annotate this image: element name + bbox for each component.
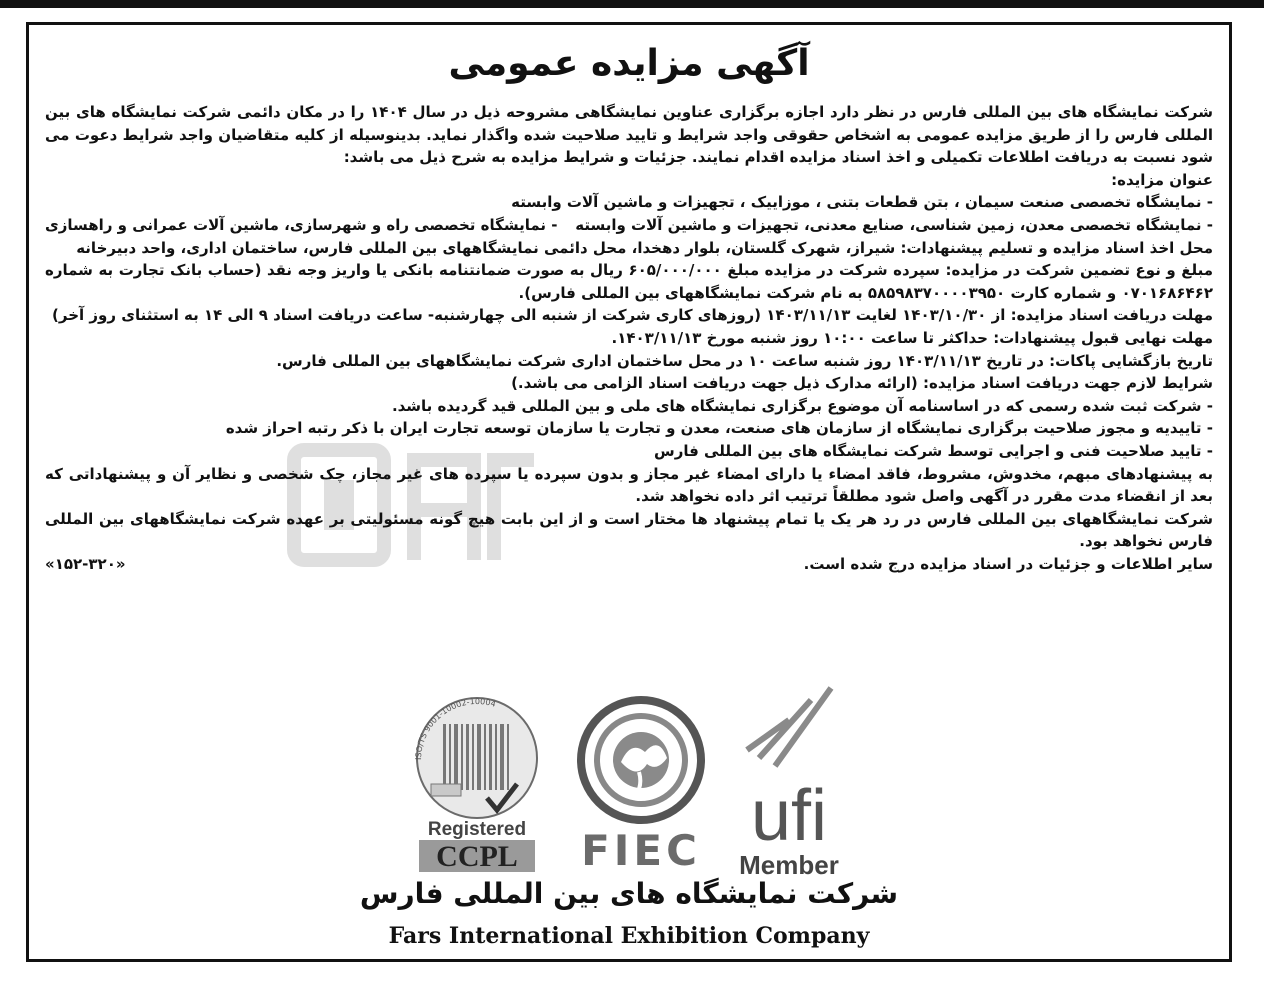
location-paragraph: محل اخذ اسناد مزایده و تسلیم پیشنهادات: شیراز، شهرک گلستان، بلوار دهخدا، محل دائمی نمایشگاههای بین المللی فارس، ساختمان اداری، واحد دبیرخانه	[76, 238, 1213, 257]
rights-paragraph: شرکت نمایشگاههای بین المللی فارس در رد هر یک یا تمام پیشنهاد ها مختار است و از این بابت هیچ گونه مسئولیتی بر عهده شرکت نمایشگاههای بین المللی فارس نخواهد بود.	[45, 509, 1213, 551]
notice-frame	[26, 22, 1232, 962]
ufi-swoosh-icon	[747, 688, 831, 766]
top-border-bar	[0, 0, 1264, 8]
offers-deadline-paragraph: مهلت نهایی قبول پیشنهادات: حداکثر تا ساعت ۱۰:۰۰ روز شنبه مورخ ۱۴۰۳/۱۱/۱۳.	[611, 328, 1213, 347]
reference-code: «۱۵۲-۳۲۰»	[45, 554, 126, 573]
ufi-text: ufi	[750, 776, 828, 856]
docs-deadline-paragraph: مهلت دریافت اسناد مزایده: از ۱۴۰۳/۱۰/۳۰ لغایت ۱۴۰۳/۱۱/۱۳ (روزهای کاری شرکت از شنبه الی چهارشنبه- ساعت دریافت اسناد ۹ الی ۱۴ به استثنای روز آخر)	[52, 306, 1213, 325]
invalid-offers-paragraph: به پیشنهادهای مبهم، مخدوش، مشروط، فاقد امضاء یا دارای امضاء غیر مجاز و بدون سپرده یا سپرده های غیر مجاز، چک شخصی و نظایر آن و پیشنهاداتی که بعد از انقضاء مدت مقرر در آگهی واصل شود مطلقاً ترتیب اثر داده نخواهد شد.	[45, 464, 1213, 506]
company-name-persian: شرکت نمایشگاه های بین المللی فارس	[359, 877, 899, 910]
registered-text: Registered	[427, 819, 527, 840]
subject-item-3: - نمایشگاه تخصصی راه و شهرسازی، ماشین آلات عمرانی و راهسازی	[45, 215, 558, 234]
other-info-text: سایر اطلاعات و جزئیات در اسناد مزایده درج شده است.	[803, 554, 1213, 573]
subject-items-row	[45, 214, 1213, 237]
fiec-logo	[569, 680, 719, 875]
closing-row	[45, 553, 1213, 576]
conditions-label: شرایط لازم جهت دریافت اسناد مزایده: (ارائه مدارک ذیل جهت دریافت اسناد الزامی می باشد.)	[511, 374, 1213, 393]
ccpl-arc-text: ISO/TS 9001-10002-10004	[413, 696, 497, 761]
condition-1: - شرکت ثبت شده رسمی که در اساسنامه آن موضوع برگزاری نمایشگاه های ملی و بین المللی قید گردیده باشد.	[391, 396, 1213, 415]
intro-paragraph: شرکت نمایشگاه های بین المللی فارس در نظر دارد اجازه برگزاری عناوین نمایشگاهی مشروحه ذیل در سال ۱۴۰۴ را در مکان دائمی شرکت نمایشگاه های بین المللی فارس را از طریق مزایده عمومی به اشخاص حقوقی واجد شرایط و تایید صلاحیت شده واگذار نماید. بدینوسیله از کلیه متقاضیان واجد شرایط دعوت می شود نسبت به دریافت اطلاعات تکمیلی و اخذ اسناد مزایده اقدام نمایند. جزئیات و شرایط مزایده به شرح ذیل می باشد:	[45, 103, 1213, 167]
subject-label: عنوان مزایده:	[1111, 170, 1213, 189]
fiec-text: FIEC	[581, 826, 701, 875]
notice-body	[45, 101, 1213, 575]
ccpl-registered-logo	[409, 680, 544, 875]
opening-paragraph: تاریخ بازگشایی پاکات: در تاریخ ۱۴۰۳/۱۱/۱۳ روز شنبه ساعت ۱۰ در محل ساختمان اداری شرکت نمایشگاههای بین المللی فارس.	[276, 351, 1213, 370]
company-name-english: Fars International Exhibition Company	[388, 923, 870, 949]
condition-2: - تاییدیه و مجوز صلاحیت برگزاری نمایشگاه از سازمان های صنعت، معدن و تجارت یا سازمان توسعه تجارت ایران با ذکر رتبه احراز شده	[225, 419, 1213, 438]
condition-3: - تایید صلاحیت فنی و اجرایی توسط شرکت نمایشگاه های بین المللی فارس	[654, 441, 1213, 460]
ufi-member-logo	[719, 680, 859, 880]
notice-title: آگهی مزایده عمومی	[448, 43, 810, 84]
logos-row	[29, 680, 1229, 880]
subject-item-1: - نمایشگاه تخصصی صنعت سیمان ، بتن قطعات بتنی ، موزاییک ، تجهیزات و ماشین آلات وابسته	[511, 193, 1213, 212]
ccpl-text: CCPL	[436, 840, 518, 873]
subject-item-2: - نمایشگاه تخصصی معدن، زمین شناسی، صنایع معدنی، تجهیزات و ماشین آلات وابسته	[575, 215, 1213, 234]
guarantee-paragraph: مبلغ و نوع تضمین شرکت در مزایده: سپرده شرکت در مزایده مبلغ ۶۰۵/۰۰۰/۰۰۰ ریال به صورت ضمانتنامه بانکی یا واریز وجه نقد (حساب بانک تجارت به شماره ۰۷۰۱۶۸۶۴۶۲ و شماره کارت ۵۸۵۹۸۳۷۰۰۰۰۳۹۵۰ به نام شرکت نمایشگاههای بین المللی فارس).	[45, 261, 1213, 302]
member-text: Member	[739, 850, 839, 880]
